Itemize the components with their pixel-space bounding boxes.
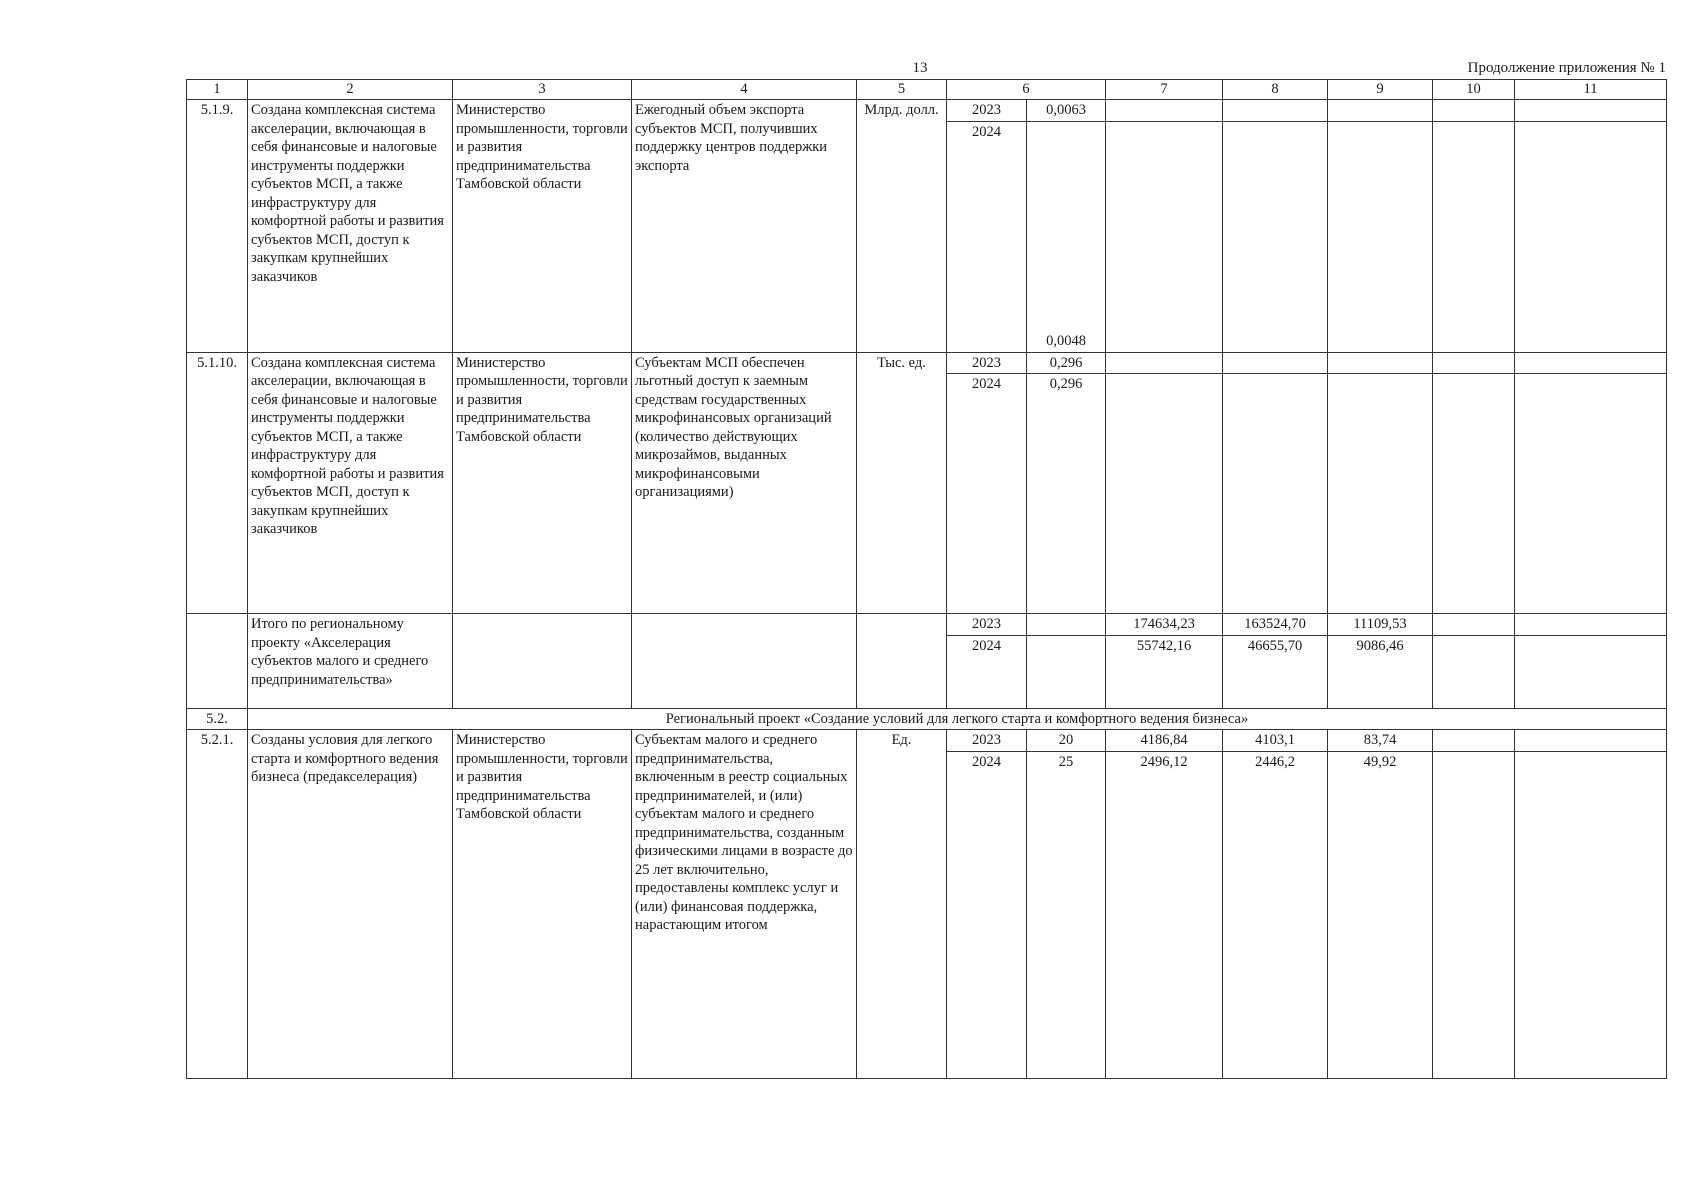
empty-cell: [1223, 121, 1328, 352]
responsible-cell: Министерство промышленности, торговли и развития предпринимательства Тамбовской области: [453, 100, 632, 353]
empty-cell: [1027, 614, 1106, 636]
responsible-cell: Министерство промышленности, торговли и развития предпринимательства Тамбовской области: [453, 730, 632, 1079]
empty-cell: [1515, 635, 1667, 708]
amount-cell: 55742,16: [1106, 635, 1223, 708]
row-number: 5.2.: [187, 708, 248, 730]
amount-cell: 2496,12: [1106, 751, 1223, 1079]
amount-cell: 9086,46: [1328, 635, 1433, 708]
header-cell: 3: [453, 80, 632, 100]
empty-cell: [453, 614, 632, 709]
section-row: [187, 708, 1667, 730]
empty-cell: [1515, 614, 1667, 636]
header-cell: 11: [1515, 80, 1667, 100]
value-cell: 0,296: [1027, 352, 1106, 374]
amount-cell: 4103,1: [1223, 730, 1328, 752]
total-row: [187, 614, 1667, 636]
indicator-cell: Ежегодный объем экспорта субъектов МСП, получивших поддержку центров поддержки экспорта: [632, 100, 857, 353]
empty-cell: [1106, 100, 1223, 122]
empty-cell: [187, 614, 248, 709]
amount-cell: 46655,70: [1223, 635, 1328, 708]
table-row: [187, 352, 1667, 374]
header-cell: 4: [632, 80, 857, 100]
empty-cell: [1515, 100, 1667, 122]
empty-cell: [1433, 121, 1515, 352]
empty-cell: [1223, 100, 1328, 122]
empty-cell: [1515, 121, 1667, 352]
empty-cell: [1433, 374, 1515, 614]
empty-cell: [1515, 751, 1667, 1079]
unit-cell: Ед.: [857, 730, 947, 1079]
row-number: 5.2.1.: [187, 730, 248, 1079]
header-row: [187, 80, 1667, 100]
amount-cell: 2446,2: [1223, 751, 1328, 1079]
appendix-table: [186, 79, 1667, 1079]
empty-cell: [1433, 730, 1515, 752]
indicator-cell: Субъектам малого и среднего предпринимательства, включенным в реестр социальных предпринимателей, и (или) субъектам малого и среднего предпринимательства, созданным физическими лицами в возрасте до 25 лет включительно, предоставлены комплекс услуг и (или) финансовая поддержка, нарастающим итогом: [632, 730, 857, 1079]
unit-cell: Тыс. ед.: [857, 352, 947, 614]
empty-cell: [1433, 635, 1515, 708]
empty-cell: [1433, 352, 1515, 374]
amount-cell: 174634,23: [1106, 614, 1223, 636]
unit-cell: Млрд. долл.: [857, 100, 947, 353]
empty-cell: [1106, 374, 1223, 614]
empty-cell: [1027, 635, 1106, 708]
empty-cell: [1515, 730, 1667, 752]
year-cell: 2024: [947, 374, 1027, 614]
year-cell: 2023: [947, 614, 1027, 636]
table-row: [187, 100, 1667, 122]
header-cell: 10: [1433, 80, 1515, 100]
header-cell: 6: [947, 80, 1106, 100]
amount-cell: 49,92: [1328, 751, 1433, 1079]
year-cell: 2024: [947, 751, 1027, 1079]
result-cell: Создана комплексная система акселерации, включающая в себя финансовые и налоговые инструменты поддержки субъектов МСП, а также инфраструктуру для комфортной работы и развития субъектов МСП, доступ к закупкам крупнейших заказчиков: [248, 352, 453, 614]
empty-cell: [1433, 614, 1515, 636]
empty-cell: [857, 614, 947, 709]
amount-cell: 4186,84: [1106, 730, 1223, 752]
empty-cell: [1328, 352, 1433, 374]
row-number: 5.1.10.: [187, 352, 248, 614]
empty-cell: [1106, 352, 1223, 374]
empty-cell: [1515, 374, 1667, 614]
value-cell: 0,0063: [1027, 100, 1106, 122]
empty-cell: [1433, 100, 1515, 122]
empty-cell: [1515, 352, 1667, 374]
header-cell: 7: [1106, 80, 1223, 100]
page-number: 13: [912, 60, 928, 76]
year-cell: 2023: [947, 100, 1027, 122]
result-cell: Создана комплексная система акселерации, включающая в себя финансовые и налоговые инструменты поддержки субъектов МСП, а также инфраструктуру для комфортной работы и развития субъектов МСП, доступ к закупкам крупнейших заказчиков: [248, 100, 453, 353]
empty-cell: [1328, 374, 1433, 614]
empty-cell: [1223, 352, 1328, 374]
header-cell: 1: [187, 80, 248, 100]
empty-cell: [1433, 751, 1515, 1079]
section-title: Региональный проект «Создание условий для легкого старта и комфортного ведения бизнеса»: [248, 708, 1667, 730]
amount-cell: 163524,70: [1223, 614, 1328, 636]
value-cell: 20: [1027, 730, 1106, 752]
year-cell: 2023: [947, 352, 1027, 374]
responsible-cell: Министерство промышленности, торговли и развития предпринимательства Тамбовской области: [453, 352, 632, 614]
amount-cell: 83,74: [1328, 730, 1433, 752]
empty-cell: [632, 614, 857, 709]
value-cell: 0,0048: [1027, 121, 1106, 352]
total-label: Итого по региональному проекту «Акселерация субъектов малого и среднего предпринимательства»: [248, 614, 453, 709]
empty-cell: [1106, 121, 1223, 352]
amount-cell: 11109,53: [1328, 614, 1433, 636]
empty-cell: [1328, 100, 1433, 122]
continuation-label: Продолжение приложения № 1: [1467, 60, 1666, 76]
header-cell: 5: [857, 80, 947, 100]
empty-cell: [1328, 121, 1433, 352]
header-cell: 2: [248, 80, 453, 100]
value-cell: 25: [1027, 751, 1106, 1079]
indicator-cell: Субъектам МСП обеспечен льготный доступ к заемным средствам государственных микрофинансовых организаций (количество действующих микрозаймов, выданных микрофинансовыми организациями): [632, 352, 857, 614]
table-row: [187, 730, 1667, 752]
empty-cell: [1223, 374, 1328, 614]
year-cell: 2024: [947, 635, 1027, 708]
header-cell: 9: [1328, 80, 1433, 100]
year-cell: 2023: [947, 730, 1027, 752]
year-cell: 2024: [947, 121, 1027, 352]
header-cell: 8: [1223, 80, 1328, 100]
value-cell: 0,296: [1027, 374, 1106, 614]
result-cell: Созданы условия для легкого старта и комфортного ведения бизнеса (предакселерация): [248, 730, 453, 1079]
row-number: 5.1.9.: [187, 100, 248, 353]
